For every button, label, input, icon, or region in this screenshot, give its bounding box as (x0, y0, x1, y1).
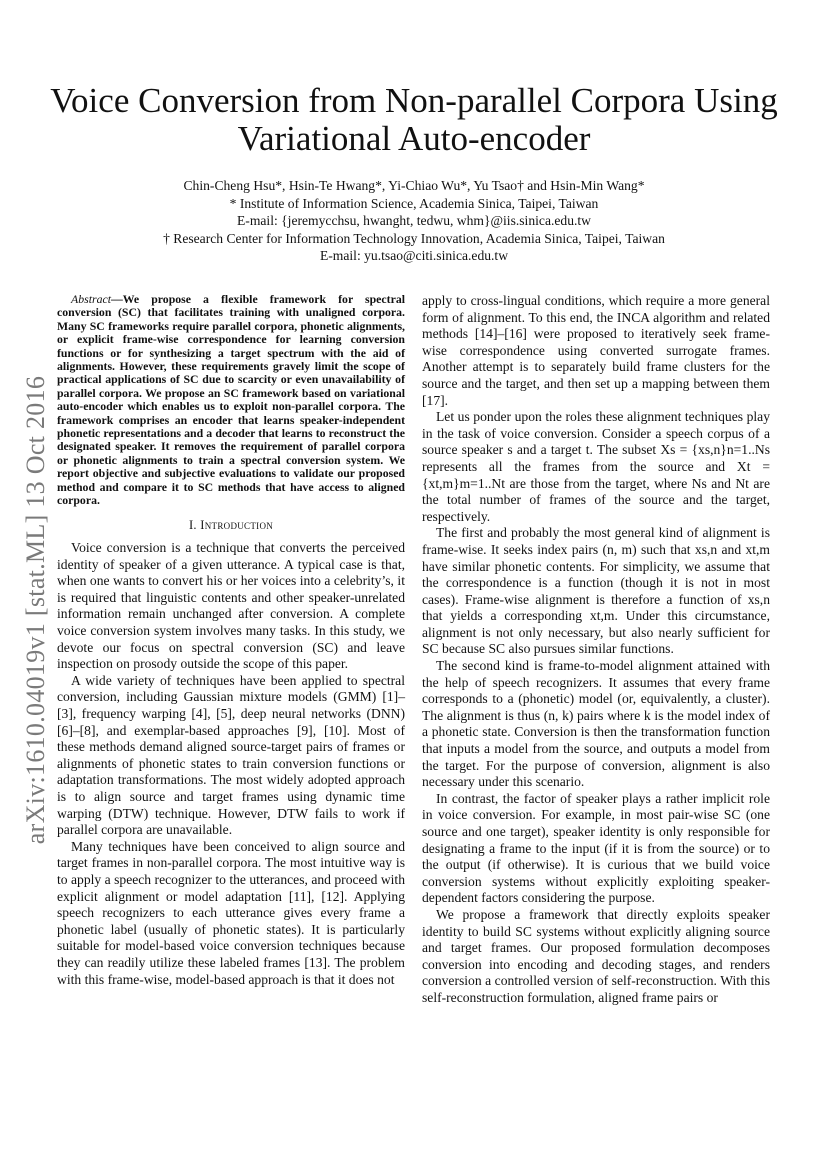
paragraph: Voice conversion is a technique that converts the perceived identity of speaker of a given utterance. A typical case is that, when one wants to convert his or her voices into a celebrity’s, it is required that linguistic contents and other speaker-unrelated information remain unchanged after conversion. A complete voice conversion system involves many tasks. In this study, we devote our focus on spectral conversion (SC) and leave inspection on prosody outside the scope of this paper. (57, 540, 405, 672)
email-2: E-mail: yu.tsao@citi.sinica.edu.tw (319, 248, 509, 264)
left-column (57, 293, 405, 988)
right-column (422, 293, 770, 1007)
paragraph: Many techniques have been conceived to align source and target frames in non-parallel corpora. The most intuitive way is to apply a speech recognizer to the utterances, and proceed with explicit alignment or model adaptation [11], [12]. Applying speech recognizers to each utterance gives every frame a phonetic label (usually of phonetic states). It is particularly suitable for model-based voice conversion techniques because they can readily utilize these labeled frames [13]. The problem with this frame-wise, model-based approach is that it does not (57, 838, 405, 987)
paragraph: In contrast, the factor of speaker plays a rather implicit role in voice conversion. For example, in most pair-wise SC (one source and one target), speaker identity is only responsible for designating a frame to the input (if it is from the source) or to the output (if otherwise). It is curious that we build voice conversion systems without explicitly exploiting speaker-dependent factors considering the purpose. (422, 790, 770, 906)
section-title: Introduction (200, 517, 274, 532)
abstract-label: Abstract (71, 292, 111, 306)
paragraph: The second kind is frame-to-model alignment attained with the help of speech recognizers. It assumes that every frame corresponds to a (phonetic) model (or, equivalently, a cluster). The alignment is thus (n, k) pairs where k is the model index of a phonetic state. Conversion is then the transformation function that inputs a model from the source, and outputs a model from the target. For the purpose of conversion, alignment is also necessary under this scenario. (422, 658, 770, 790)
paragraph: We propose a framework that directly exploits speaker identity to build SC systems without explicitly aligning source and target frames. Our proposed formulation decomposes conversion into encoding and decoding stages, and renders conversion a controlled version of self-reconstruction. With this self-reconstruction formulation, aligned frame pairs or (422, 906, 770, 1005)
paragraph: Let us ponder upon the roles these alignment techniques play in the task of voice conversion. Consider a speech corpus of a source speaker s and a target t. The subset Xs = {xs,n}n=1..Ns represents all the frames from the source and Xt = {xt,m}m=1..Nt are those from the target, where Ns and Nt are the total number of frames of the source and the target, respectively. (422, 409, 770, 524)
section-number: I. (188, 517, 197, 532)
abstract (57, 293, 405, 508)
paragraph: A wide variety of techniques have been applied to spectral conversion, including Gaussian mixture models (GMM) [1]–[3], frequency warping [4], [5], deep neural networks (DNN) [6]–[8], and exemplar-based approaches [9], [10]. Most of these methods demand aligned source-target pairs of frames or alignments of phonetic states to train conversion functions or adaptation transformations. The most widely adopted approach is to align source and target frames using dynamic time warping (DTW) technique. However, DTW fails to work if parallel corpora are unavailable. (57, 672, 405, 838)
affiliation-1: * Institute of Information Science, Academia Sinica, Taipei, Taiwan (229, 195, 599, 211)
arxiv-sidebar (16, 345, 56, 875)
paper-title: Voice Conversion from Non-parallel Corpora Using Variational Auto-encoder (50, 81, 778, 158)
arxiv-identifier: arXiv:1610.04019v1 [stat.ML] 13 Oct 2016 (21, 375, 50, 845)
email-1: E-mail: {jeremycchsu, hwanght, tedwu, whm}@iis.sinica.edu.tw (236, 213, 591, 229)
author-block (40, 177, 788, 265)
abstract-text: —We propose a flexible framework for spectral conversion (SC) that facilitates training with unaligned corpora. Many SC frameworks require parallel corpora, phonetic alignments, or explicit frame-wise correspondence for learning conversion functions or for synthesizing a target spectrum with the aid of alignments. However, these requirements gravely limit the scope of practical applications of SC due to scarcity or even unavailability of parallel corpora. We propose an SC framework based on variational auto-encoder which enables us to exploit non-parallel corpora. The framework comprises an encoder that learns speaker-independent phonetic representations and a decoder that learns to reconstruct the designated speaker. It removes the requirement of parallel corpora or phonetic alignments to train a spectral conversion system. We report objective and subjective evaluations to validate our proposed method and compare it to SC methods that have access to aligned corpora. (57, 292, 405, 508)
section-heading (57, 517, 405, 534)
paragraph: apply to cross-lingual conditions, which require a more general form of alignment. To this end, the INCA algorithm and related methods [14]–[16] were proposed to iteratively seek frame-wise correspondence using converted surrogate frames. Another attempt is to separately build frame clusters for the source and the target, and then set up a mapping between them [17]. (422, 293, 770, 408)
affiliation-2: † Research Center for Information Technology Innovation, Academia Sinica, Taipei, Taiwan (163, 230, 665, 246)
paragraph: The first and probably the most general kind of alignment is frame-wise. It seeks index pairs (n, m) such that xs,n and xt,m have similar phonetic contents. For simplicity, we assume that the correspondence is a function (though it is not in most cases). Frame-wise alignment is therefore a function of xs,n that yields a corresponding xt,m. Under this circumstance, alignment is not only necessary, but also nearly sufficient for SC because SC also pursues similar functions. (422, 525, 770, 657)
authors-line: Chin-Cheng Hsu*, Hsin-Te Hwang*, Yi-Chiao Wu*, Yu Tsao† and Hsin-Min Wang* (183, 178, 645, 193)
